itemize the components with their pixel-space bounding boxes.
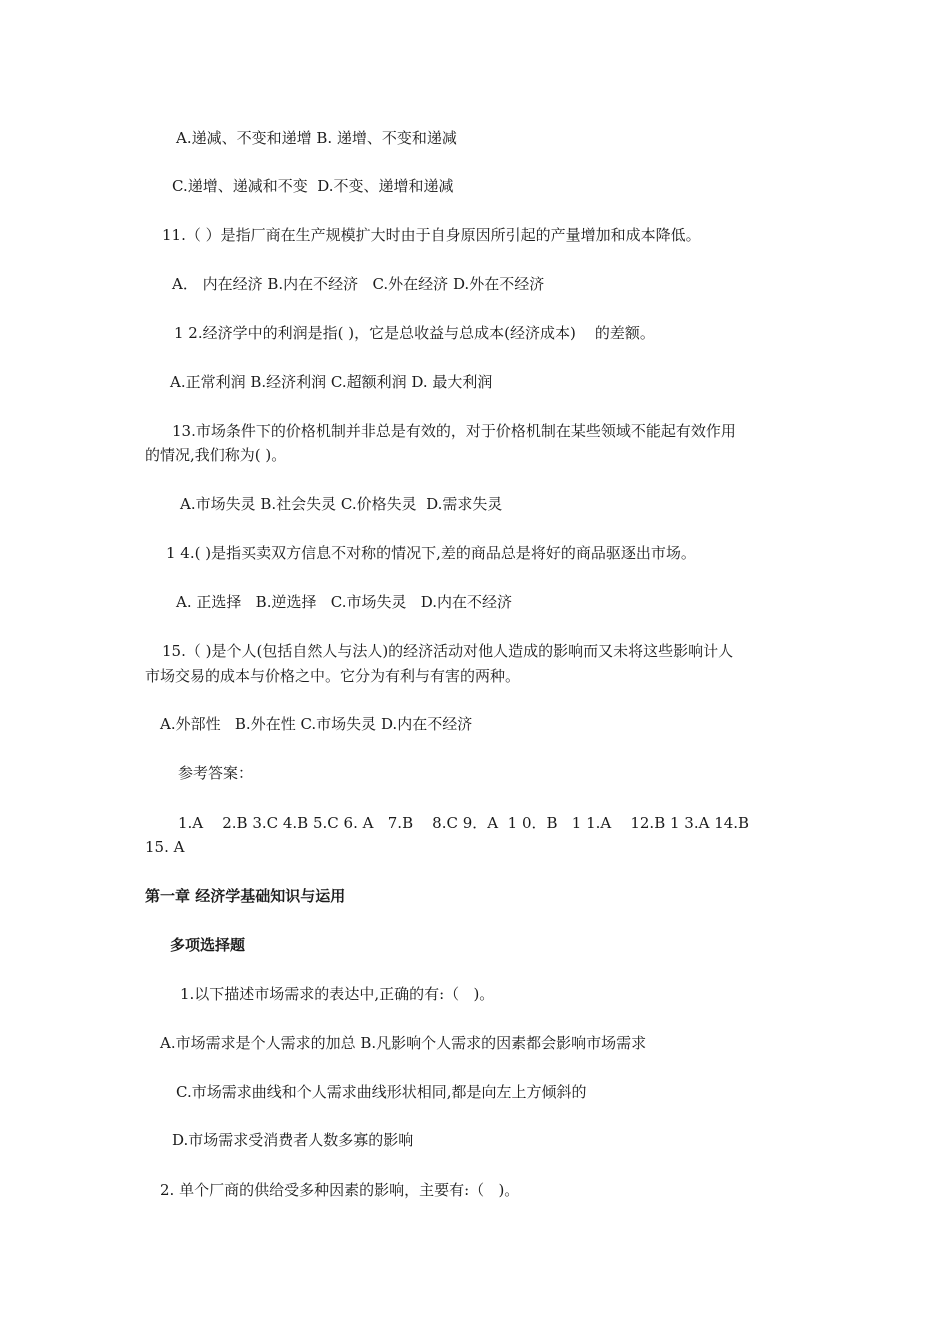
question-11: 11.（ ）是指厂商在生产规模扩大时由于自身原因所引起的产量增加和成本降低。 <box>162 226 701 244</box>
answer-key-line2: 15. A <box>145 838 185 856</box>
option-line-10ab: A.递减、不变和递增 B. 递增、不变和递减 <box>176 129 457 147</box>
options-15: A.外部性 B.外在性 C.市场失灵 D.内在不经济 <box>160 715 473 733</box>
mc-options-1-d: D.市场需求受消费者人数多寡的影响 <box>172 1131 414 1149</box>
question-12: 1 2.经济学中的利润是指( )，它是总收益与总成本(经济成本) 的差额。 <box>174 324 655 342</box>
answer-key-line1: 1.A 2.B 3.C 4.B 5.C 6. A 7.B 8.C 9．A 1 0．B 1 1.A 12.B 1 3.A 14.B <box>178 814 750 832</box>
question-13-line1: 13.市场条件下的价格机制并非总是有效的，对于价格机制在某些领域不能起有效作用 <box>172 422 736 440</box>
mc-options-1-c: C.市场需求曲线和个人需求曲线形状相同,都是向左上方倾斜的 <box>176 1083 587 1101</box>
section-heading: 多项选择题 <box>170 936 246 954</box>
question-13-line2: 的情况,我们称为( )。 <box>145 446 287 464</box>
options-11: A． 内在经济 B.内在不经济 C.外在经济 D.外在不经济 <box>172 275 545 293</box>
question-15-line2: 市场交易的成本与价格之中。它分为有利与有害的两种。 <box>145 667 521 685</box>
options-12: A.正常利润 B.经济利润 C.超额利润 D. 最大利润 <box>170 373 493 391</box>
answer-key-heading: 参考答案： <box>178 764 254 782</box>
mc-question-2: 2. 单个厂商的供给受多种因素的影响，主要有:（ )。 <box>160 1181 520 1199</box>
question-15-line1: 15.（ )是个人(包括自然人与法人)的经济活动对他人造成的影响而又未将这些影响计人 <box>162 642 734 660</box>
option-line-10cd: C.递增、递减和不变 D.不变、递增和递减 <box>172 177 454 195</box>
mc-options-1-ab: A.市场需求是个人需求的加总 B.凡影响个人需求的因素都会影响市场需求 <box>160 1034 647 1052</box>
options-14: A. 正选择 B.逆选择 C.市场失灵 D.内在不经济 <box>176 593 513 611</box>
mc-question-1: 1.以下描述市场需求的表达中,正确的有:（ )。 <box>180 985 495 1003</box>
options-13: A.市场失灵 B.社会失灵 C.价格失灵 D.需求失灵 <box>180 495 503 513</box>
chapter-heading: 第一章 经济学基础知识与运用 <box>145 887 346 905</box>
question-14: 1 4.( )是指买卖双方信息不对称的情况下,差的商品总是将好的商品驱逐出市场。 <box>166 544 696 562</box>
